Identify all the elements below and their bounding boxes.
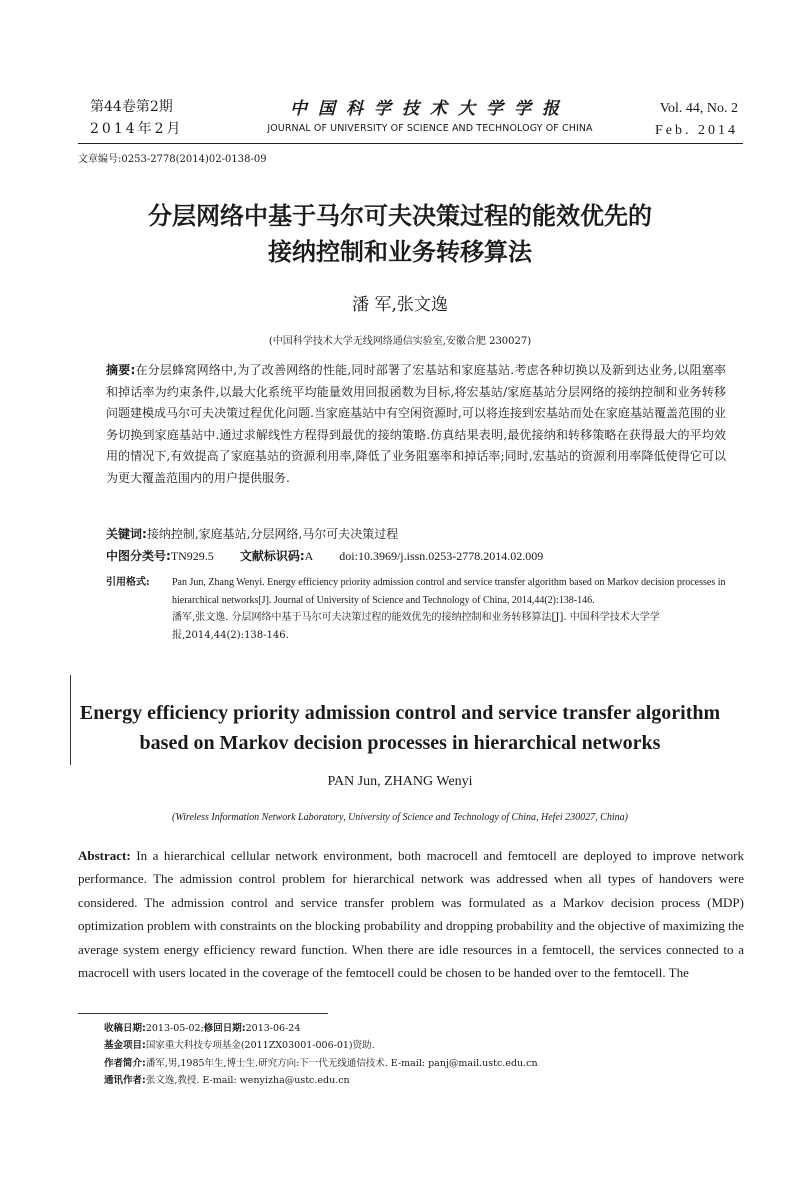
authors-en: PAN Jun, ZHANG Wenyi — [327, 774, 473, 789]
title-cn-line2: 接纳控制和业务转移算法 — [268, 238, 532, 266]
volume-en: Vol. 44, No. 2 — [659, 101, 738, 116]
doi: doi:10.3969/j.issn.0253-2778.2014.02.009 — [339, 549, 544, 563]
abstract-cn-label: 摘要: — [106, 363, 136, 377]
class-value: TN929.5 — [170, 549, 214, 563]
header-rule — [78, 143, 743, 144]
footnote-fund — [104, 1037, 744, 1054]
header-left — [90, 96, 184, 140]
citation-en: Pan Jun, Zhang Wenyi. Energy efficiency priority admission control and service transfer algorithm based on Markov decision processes in hierarchical networks[J]. Journal of University of Science and Technology of China, 2014,44(2):138-146. — [172, 577, 726, 606]
fund-label: 基金项目: — [104, 1040, 146, 1052]
class-label: 中图分类号: — [106, 549, 171, 563]
abstract-en-label: Abstract: — [78, 848, 131, 863]
affiliation-cn: (中国科学技术大学无线网络通信实验室,安徽合肥 230027) — [268, 336, 532, 347]
bio-value: 潘军,男,1985年生,博士生.研究方向:下一代无线通信技术. E-mail: panj@mail.ustc.edu.cn — [145, 1057, 538, 1069]
abstract-cn — [106, 360, 726, 489]
footnote-rule — [78, 1013, 328, 1014]
keywords-cn-text: 接纳控制,家庭基站,分层网络,马尔可夫决策过程 — [146, 527, 399, 541]
citation-format — [106, 574, 726, 644]
journal-name-en: JOURNAL OF UNIVERSITY OF SCIENCE AND TECHNOLOGY OF CHINA — [267, 123, 593, 134]
authors-cn: 潘 军,张文逸 — [352, 295, 448, 315]
fund-value: 国家重大科技专项基金(2011ZX03001-006-01)资助. — [145, 1040, 375, 1052]
journal-name-cn: 中国科学技术大学学报 — [290, 99, 570, 119]
doc-code-label: 文献标识码: — [239, 549, 305, 563]
corresponding-value: 张文逸,教授. E-mail: wenyizha@ustc.edu.cn — [145, 1075, 350, 1087]
footnote-corresponding — [104, 1072, 744, 1089]
revised-label: 修回日期: — [203, 1023, 246, 1034]
title-en-line2: based on Markov decision processes in hierarchical networks — [139, 732, 661, 754]
classification-line — [106, 546, 746, 566]
bio-label: 作者简介: — [104, 1057, 146, 1069]
footnote-dates — [104, 1020, 744, 1037]
citation-label: 引用格式: — [106, 577, 150, 588]
article-number: 文章编号:0253-2778(2014)02-0138-09 — [78, 154, 267, 165]
abstract-cn-text: 在分层蜂窝网络中,为了改善网络的性能,同时部署了宏基站和家庭基站.考虑各种切换以及新到达业务,以阻塞率和掉话率为约束条件,以最大化系统平均能量效用回报函数为目标,将宏基站/家庭基站分层网络的接纳控制和业务转移问题建模成马尔可夫决策过程优化问题.当家庭基站中有空闲资源时,可以将连接到宏基站而处在家庭基站覆盖范围的业务切换到家庭基站中.通过求解线性方程得到最优的接纳策略.仿真结果表明,最优接纳和转移策略在获得最大的平均效用的情况下,有效提高了家庭基站的资源利用率,降低了业务阻塞率和掉话率;同时,宏基站的资源利用率降低使得它可以为更大覆盖范围内的用户提供服务. — [106, 363, 726, 485]
volume-cn: 第44卷第2期 — [90, 99, 173, 115]
title-en — [60, 698, 740, 758]
received-value: 2013-05-02; — [145, 1023, 204, 1034]
received-label: 收稿日期: — [104, 1023, 146, 1034]
title-cn-line1: 分层网络中基于马尔可夫决策过程的能效优先的 — [148, 202, 652, 230]
header-right — [655, 98, 738, 142]
revised-value: 2013-06-24 — [245, 1023, 301, 1034]
abstract-en — [78, 844, 744, 984]
journal-masthead — [230, 94, 630, 134]
footnotes — [104, 1020, 744, 1090]
title-en-line1: Energy efficiency priority admission control and service transfer algorithm — [79, 702, 721, 724]
date-en: Feb. 2014 — [655, 123, 738, 138]
date-cn: 2014年2月 — [90, 121, 184, 137]
title-cn — [60, 198, 740, 270]
doc-code-value: A — [304, 549, 314, 563]
footnote-bio — [104, 1055, 744, 1072]
abstract-en-text: In a hierarchical cellular network environment, both macrocell and femtocell are deployed to improve network performance. The admission control problem for hierarchical network was addressed when all types of handovers were considered. The admission control and service transfer problem was formulated as a Markov decision process (MDP) optimization problem with constraints on the blocking probability and dropping probability and the objective of maximizing the average system energy efficiency reward function. When there are idle resources in a femtocell, the services connected to a macrocell with users located in the coverage of the femtocell could be chosen to be handed over to the femtocell. The — [78, 848, 745, 981]
keywords-cn-label: 关键词: — [106, 527, 147, 541]
citation-cn: 潘军,张文逸. 分层网络中基于马尔可夫决策过程的能效优先的接纳控制和业务转移算法[J]. 中国科学技术大学学报,2014,44(2):138-146. — [172, 612, 660, 641]
corresponding-label: 通讯作者: — [104, 1075, 146, 1087]
keywords-cn — [106, 524, 726, 544]
affiliation-en: (Wireless Information Network Laboratory, University of Science and Technology of China, Hefei 230027, China) — [172, 812, 628, 823]
